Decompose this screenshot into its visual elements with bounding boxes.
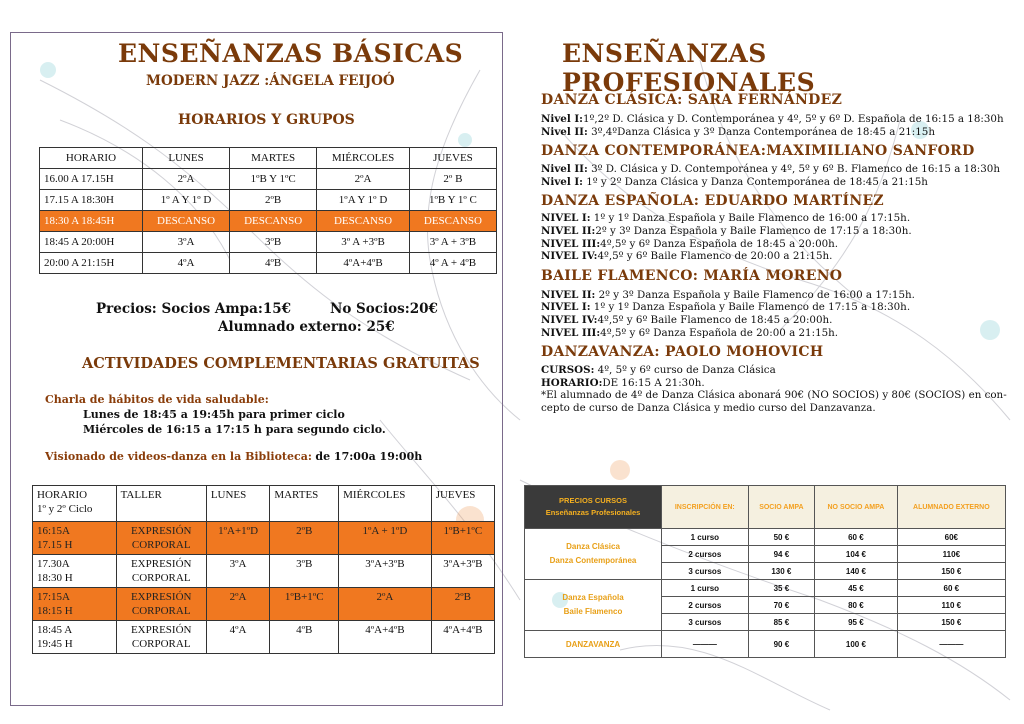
taller-cell: 2ºB [270,522,339,555]
schedule-cell: 4ºA+4ºB [317,253,410,274]
taller-cell: 4ºA+4ºB [339,621,432,654]
schedule-row-break [40,211,497,232]
taller-row [33,621,495,654]
schedule-header: MARTES [230,148,317,169]
taller-cell: 1ºB+1ºC [270,588,339,621]
clasica-line [541,126,1011,139]
price-externo: Alumnado externo: 25€ [218,319,395,335]
taller-cell: 16:15A 17.15 H [33,522,117,555]
price-cell: 85 € [748,614,814,631]
taller-cell: 1ºA + 1ºD [339,522,432,555]
left-title: ENSEÑANZAS BÁSICAS [118,39,464,68]
schedule-cell: 20:00 A 21:15H [40,253,143,274]
price-cell: 1 curso [662,529,749,546]
price-cell: 60 € [897,580,1005,597]
level-text: 3º D. Clásica y D. Contemporánea y 4º, 5º y 6º B. Flamenco de 16:15 a 18:30h [587,163,1000,176]
price-cell: 95 € [815,614,898,631]
schedule-cell: 18:45 A 20:00H [40,232,143,253]
price-cell: 110 € [897,597,1005,614]
level-text: 1º y 2º Danza Clásica y Danza Contemporánea de 18:45 a 21:15h [582,175,928,188]
taller-row [33,522,495,555]
taller-cell: 3ºB [270,555,339,588]
price-header: INSCRIPCIÓN EN: [662,486,749,529]
price-row [525,580,1006,597]
schedule-cell: 16.00 A 17.15H [40,169,143,190]
taller-cell: 3ºA+3ºB [339,555,432,588]
price-cell: ——— [662,631,749,658]
schedule-row [40,190,497,211]
flamenco-line [541,289,1011,302]
taller-cell: 4ºB [270,621,339,654]
taller-header: MARTES [270,486,339,522]
level-label: Nivel I: [541,113,583,125]
level-label: NIVEL IV: [541,250,598,263]
price-group-1 [525,529,662,580]
taller-cell: EXPRESIÓN CORPORAL [116,588,206,621]
contemp-line [541,163,1011,176]
price-cell: 130 € [748,563,814,580]
price-cell: 1 curso [662,580,749,597]
schedule-cell: 1ºB Y 1º C [409,190,496,211]
schedule-cell: 2ºA [142,169,229,190]
level-text: 1º y 1º Danza Española y Baile Flamenco de 16:00 a 17:15h. [590,212,911,225]
espanola-line [541,250,1011,263]
level-text: 1º y 1º Danza Española y Baile Flamenco de 17:15 a 18:30h. [590,301,911,314]
price-cell: ——— [897,631,1005,658]
taller-cell: EXPRESIÓN CORPORAL [116,621,206,654]
right-title: ENSEÑANZAS PROFESIONALES [562,39,816,97]
price-group-label: Danza Clásica [566,542,620,551]
danzavanza-line [541,377,1011,390]
schedule-header: MIÉRCOLES [317,148,410,169]
clasica-line [541,113,1011,126]
espanola-line [541,212,1011,225]
level-label: NIVEL II: [541,224,596,237]
schedule-cell: 3º A +3ºB [317,232,410,253]
danzavanza-line [541,364,1011,377]
horarios-heading: HORARIOS Y GRUPOS [178,112,355,128]
actividades-heading: ACTIVIDADES COMPLEMENTARIAS GRATUITAS [82,355,480,372]
price-cell: 45 € [815,580,898,597]
price-header-row [525,486,1006,529]
price-no-socios: No Socios:20€ [330,301,438,317]
taller-cell: 2ºA [206,588,270,621]
level-label: Nivel II: [541,163,588,176]
schedule-cell: 17.15 A 18:30H [40,190,143,211]
schedule-header-row [40,148,497,169]
schedule-cell: DESCANSO [317,211,410,232]
schedule-row [40,169,497,190]
espanola-heading: DANZA ESPAÑOLA: EDUARDO MARTÍNEZ [541,193,884,210]
price-table [524,485,1006,658]
level-label: Nivel II: [541,125,588,138]
visionado-time: de 17:00a 19:00h [315,450,423,463]
price-cell: 60€ [897,529,1005,546]
price-cell: 90 € [748,631,814,658]
level-text: 4º,5º y 6º Baile Flamenco de 20:00 a 21:15h. [597,250,833,263]
taller-header: JUEVES [431,486,494,522]
schedule-header: LUNES [142,148,229,169]
price-cell: 2 cursos [662,546,749,563]
price-cell: 2 cursos [662,597,749,614]
price-cell: 110€ [897,546,1005,563]
level-label: NIVEL III: [541,237,601,250]
espanola-line [541,225,1011,238]
taller-cell: 3ºA+3ºB [431,555,494,588]
schedule-cell: 4ºA [142,253,229,274]
taller-header: TALLER [116,486,206,522]
price-title-2: Enseñanzas Profesionales [545,508,641,517]
schedule-cell: 18:30 A 18:45H [40,211,143,232]
charla-line-2: Miércoles de 16:15 a 17:15 h para segundo ciclo. [83,423,386,436]
charla-line-1: Lunes de 18:45 a 19:45h para primer ciclo [83,408,345,421]
espanola-line [541,238,1011,251]
taller-cell: 4ºA [206,621,270,654]
schedule-table [39,147,497,274]
price-cell: 94 € [748,546,814,563]
schedule-row [40,253,497,274]
price-cell: 35 € [748,580,814,597]
price-cell: 150 € [897,563,1005,580]
right-content [541,92,1011,415]
clasica-heading: DANZA CLÁSICA: SARA FERNÁNDEZ [541,92,843,108]
price-header: NO SOCIO AMPA [815,486,898,529]
schedule-cell: 4ºB [230,253,317,274]
level-label: NIVEL II: [541,288,596,301]
level-label: HORARIO: [541,376,603,389]
level-text: 1º,2º D. Clásica y D. Contemporánea y 4º, 5º y 6º D. Española de 16:15 a 18:30h [582,113,1004,125]
price-group-label: Baile Flamenco [563,607,623,616]
price-cell: 104 € [815,546,898,563]
schedule-cell: DESCANSO [230,211,317,232]
price-cell: 140 € [815,563,898,580]
taller-table [32,485,495,654]
price-cell: 3 cursos [662,614,749,631]
taller-header: LUNES [206,486,270,522]
flamenco-line [541,327,1011,340]
schedule-cell: 1ºB Y 1ºC [230,169,317,190]
price-cell: 70 € [748,597,814,614]
flamenco-line [541,314,1011,327]
level-label: NIVEL I: [541,212,591,225]
contemp-line [541,176,1011,189]
flamenco-heading: BAILE FLAMENCO: MARÍA MORENO [541,267,843,284]
taller-cell: 2ºB [431,588,494,621]
note-line-1: *El alumnado de 4º de Danza Clásica abonará 90€ (NO SOCIOS) y 80€ (SOCIOS) en con- [541,389,1007,402]
level-text: 2º y 3º Danza Española y Baile Flamenco de 17:15 a 18:30h. [595,224,912,237]
level-text: 4º,5º y 6º Baile Flamenco de 18:45 a 20:00h. [597,313,833,326]
note-line-2: cepto de curso de Danza Clásica y medio curso del Danzavanza. [541,401,876,414]
price-cell: 80 € [815,597,898,614]
price-group-label: Danza Española [562,593,624,602]
level-text: DE 16:15 A 21:30h. [602,376,705,389]
price-table-title [525,486,662,529]
level-label: Nivel I: [541,175,583,188]
price-title-1: PRECIOS CURSOS [559,496,627,505]
schedule-cell: 3ºB [230,232,317,253]
taller-cell: 18:45 A 19:45 H [33,621,117,654]
price-group-label: Danza Contemporánea [549,556,637,565]
danzavanza-heading: DANZAVANZA: PAOLO MOHOVICH [541,344,824,361]
schedule-cell: 4º A + 4ºB [409,253,496,274]
taller-cell: 1ºB+1ºC [431,522,494,555]
taller-cell: 4ºA+4ºB [431,621,494,654]
price-cell: 3 cursos [662,563,749,580]
schedule-cell: DESCANSO [142,211,229,232]
taller-header: HORARIO 1º y 2º Ciclo [33,486,117,522]
price-group-2 [525,580,662,631]
taller-row [33,588,495,621]
schedule-header: HORARIO [40,148,143,169]
price-row [525,631,1006,658]
taller-cell: 17.30A 18:30 H [33,555,117,588]
visionado-label: Visionado de videos-danza en la Biblioteca: [45,450,312,463]
schedule-cell: 3º A + 3ºB [409,232,496,253]
price-socios: Precios: Socios Ampa:15€ [96,301,292,317]
schedule-cell: 3ºA [142,232,229,253]
level-label: NIVEL I: [541,301,591,314]
taller-cell: 3ºA [206,555,270,588]
taller-header: MIÉRCOLES [339,486,432,522]
taller-cell: 1ºA+1ºD [206,522,270,555]
price-cell: 100 € [815,631,898,658]
schedule-header: JUEVES [409,148,496,169]
level-text: 4º, 5º y 6º curso de Danza Clásica [594,364,776,377]
taller-cell: EXPRESIÓN CORPORAL [116,555,206,588]
schedule-cell: 2º B [409,169,496,190]
charla-heading: Charla de hábitos de vida saludable: [45,393,269,406]
price-header: SOCIO AMPA [748,486,814,529]
taller-row [33,555,495,588]
level-label: NIVEL IV: [541,313,598,326]
schedule-row [40,232,497,253]
level-text: 4º,5º y 6º Danza Española de 18:45 a 20:00h. [600,237,839,250]
level-text: 2º y 3º Danza Española y Baile Flamenco de 16:00 a 17:15h. [595,288,915,301]
schedule-cell: 2ºB [230,190,317,211]
visionado-line [45,450,422,463]
contemp-heading: DANZA CONTEMPORÁNEA:MAXIMILIANO SANFORD [541,143,975,160]
price-row [525,529,1006,546]
price-cell: 150 € [897,614,1005,631]
price-cell: 60 € [815,529,898,546]
taller-cell: 17:15A 18:15 H [33,588,117,621]
price-header: ALUMNADO EXTERNO [897,486,1005,529]
schedule-cell: 1ºA Y 1º D [317,190,410,211]
schedule-cell: 2ºA [317,169,410,190]
level-text: 4º,5º y 6º Danza Española de 20:00 a 21:15h. [600,326,839,339]
price-cell: 50 € [748,529,814,546]
flamenco-line [541,301,1011,314]
schedule-cell: DESCANSO [409,211,496,232]
left-subtitle: MODERN JAZZ :ÁNGELA FEIJOÓ [146,73,395,89]
taller-cell: 2ºA [339,588,432,621]
level-label: NIVEL III: [541,326,601,339]
schedule-cell: 1º A Y 1º D [142,190,229,211]
level-text: 3º,4ºDanza Clásica y 3º Danza Contemporánea de 18:45 a 21:15h [587,125,935,138]
taller-header-row [33,486,495,522]
level-label: CURSOS: [541,364,595,377]
taller-cell: EXPRESIÓN CORPORAL [116,522,206,555]
price-group-3: DANZAVANZA [525,631,662,658]
